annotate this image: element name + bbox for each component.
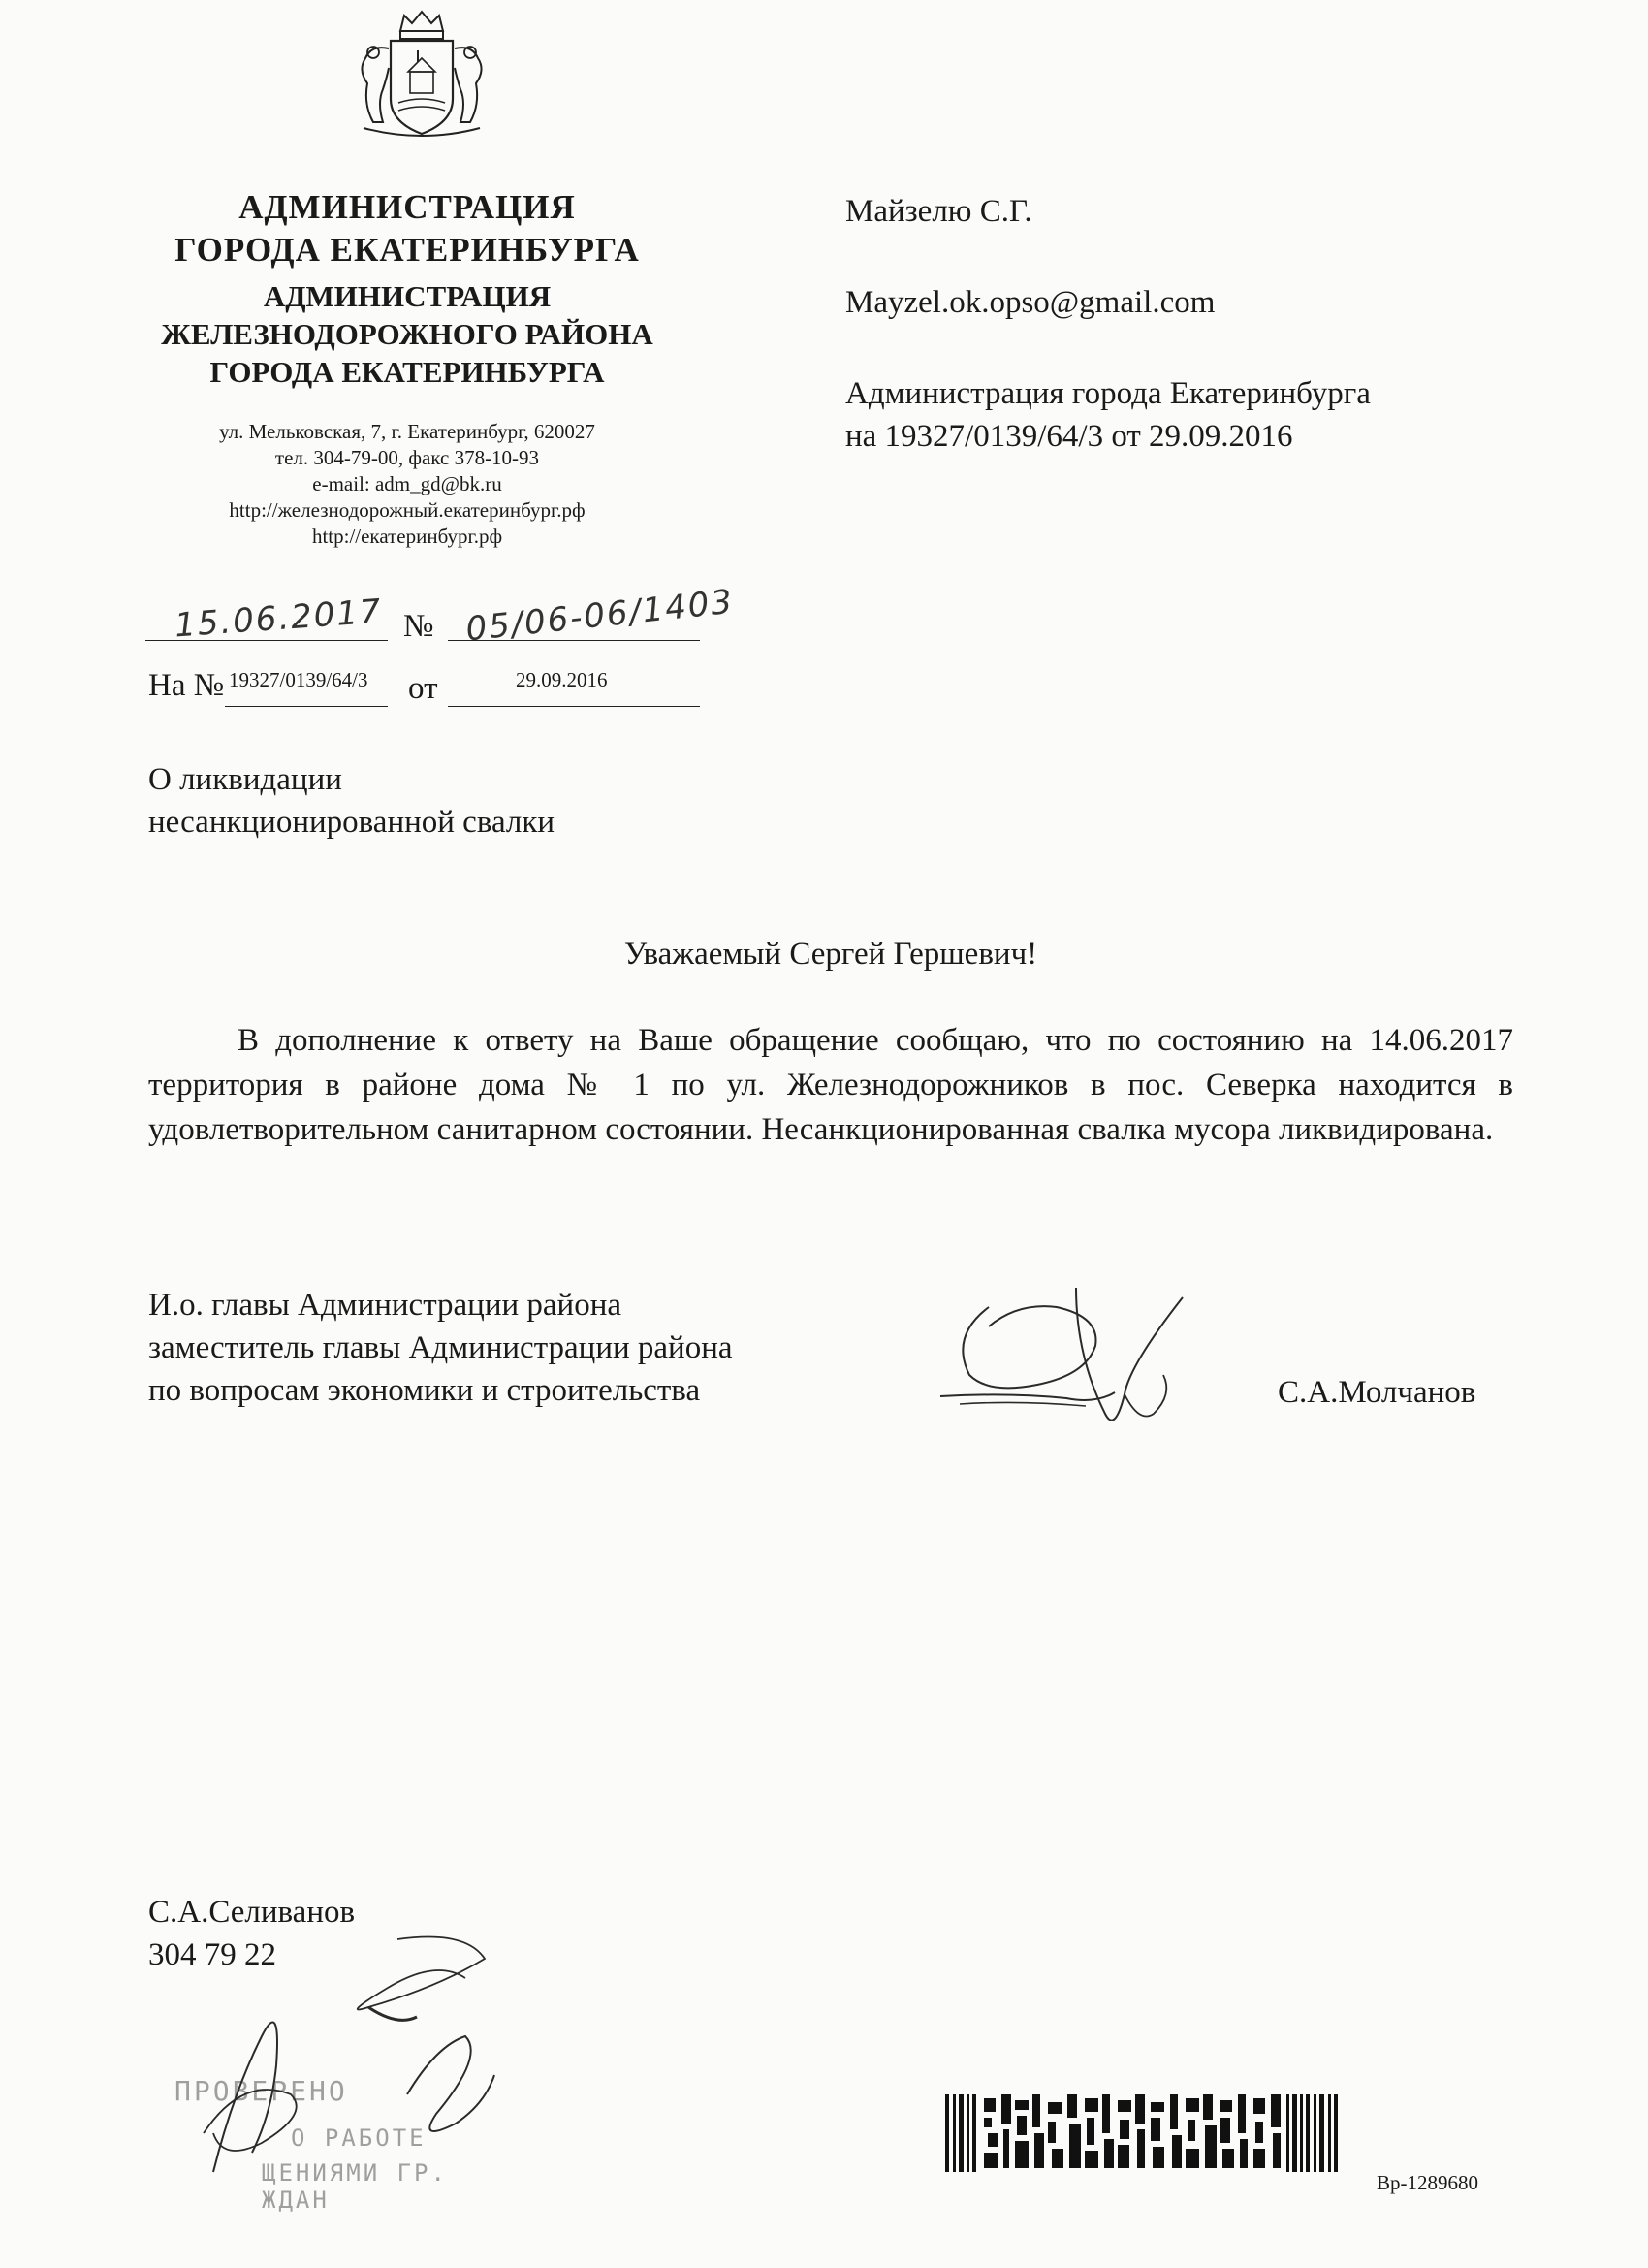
reference-prefix: На № — [148, 668, 225, 703]
dept-name-line-3: ГОРОДА ЕКАТЕРИНБУРГА — [209, 355, 605, 389]
reference-date-underline — [448, 706, 700, 707]
outgoing-date-underline — [145, 640, 388, 641]
document-barcode — [945, 2094, 1362, 2172]
signature-drawing — [931, 1278, 1251, 1453]
recipient-line-2: на 19327/0139/64/3 от 29.09.2016 — [845, 419, 1293, 454]
reference-number: 19327/0139/64/3 — [229, 668, 368, 691]
signatory-name: С.А.Молчанов — [1278, 1375, 1476, 1410]
contact-block — [145, 419, 669, 550]
letter-paragraph: В дополнение к ответу на Ваше обращение сообщаю, что по состоянию на 14.06.2017 территория в районе дома № 1 по ул. Железнодорожников в пос. Северка находится в удовлетворительном санитарном состоянии. Несанкционированная свалка мусора ликвидирована. — [148, 1023, 1513, 1147]
signatory-title-line-1: И.о. главы Администрации района — [148, 1288, 622, 1323]
executor-phone: 304 79 22 — [148, 1937, 276, 1972]
org-name-line-2: ГОРОДА ЕКАТЕРИНБУРГА — [174, 231, 640, 269]
recipient-line-1: Администрация города Екатеринбурга — [845, 376, 1371, 411]
coat-of-arms-emblem — [344, 10, 499, 141]
dept-name-line-1: АДМИНИСТРАЦИЯ — [263, 279, 552, 313]
stamp-line-3: ЩЕНИЯМИ ГР. ЖДАН — [262, 2159, 448, 2214]
executor-signature-drawing — [145, 1920, 553, 2182]
outgoing-number-underline — [448, 640, 700, 641]
organization-header — [126, 186, 688, 391]
stamp-line-2: О РАБОТЕ — [291, 2124, 427, 2152]
subject-block — [148, 758, 730, 844]
greeting: Уважаемый Сергей Гершевич! — [623, 937, 1038, 972]
barcode-code-label: Вр-1289680 — [1377, 2171, 1478, 2194]
reference-date: 29.09.2016 — [516, 668, 608, 691]
executor-name: С.А.Селиванов — [148, 1895, 356, 1930]
address-line: ул. Мельковская, 7, г. Екатеринбург, 620027 — [219, 420, 595, 443]
website-line-2: http://екатеринбург.рф — [311, 525, 503, 548]
reference-number-underline — [225, 706, 388, 707]
outgoing-number-handwritten: 05/06-06/1403 — [463, 582, 736, 650]
stamp-line-1: ПРОВЕРЕНО — [174, 2075, 348, 2107]
signatory-title-line-3: по вопросам экономики и строительства — [148, 1373, 701, 1408]
email-line: e-mail: adm_gd@bk.ru — [312, 472, 502, 495]
signatory-title-line-2: заместитель главы Администрации района — [148, 1330, 733, 1365]
dept-name-line-2: ЖЕЛЕЗНОДОРОЖНОГО РАЙОНА — [161, 317, 653, 351]
website-line-1: http://железнодорожный.екатеринбург.рф — [229, 498, 586, 522]
org-name-line-1: АДМИНИСТРАЦИЯ — [238, 188, 576, 226]
subject-line-1: О ликвидации — [148, 762, 342, 797]
number-sign: № — [403, 609, 434, 644]
phone-line: тел. 304-79-00, факс 378-10-93 — [274, 446, 540, 469]
recipient-block — [845, 190, 1524, 458]
reference-from-label: от — [408, 671, 438, 706]
recipient-name: Майзелю С.Г. — [845, 194, 1032, 229]
outgoing-date-handwritten: 15.06.2017 — [173, 591, 384, 646]
signatory-title — [148, 1284, 904, 1412]
subject-line-2: несанкционированной свалки — [148, 805, 555, 840]
recipient-email: Mayzel.ok.opso@gmail.com — [845, 285, 1216, 320]
